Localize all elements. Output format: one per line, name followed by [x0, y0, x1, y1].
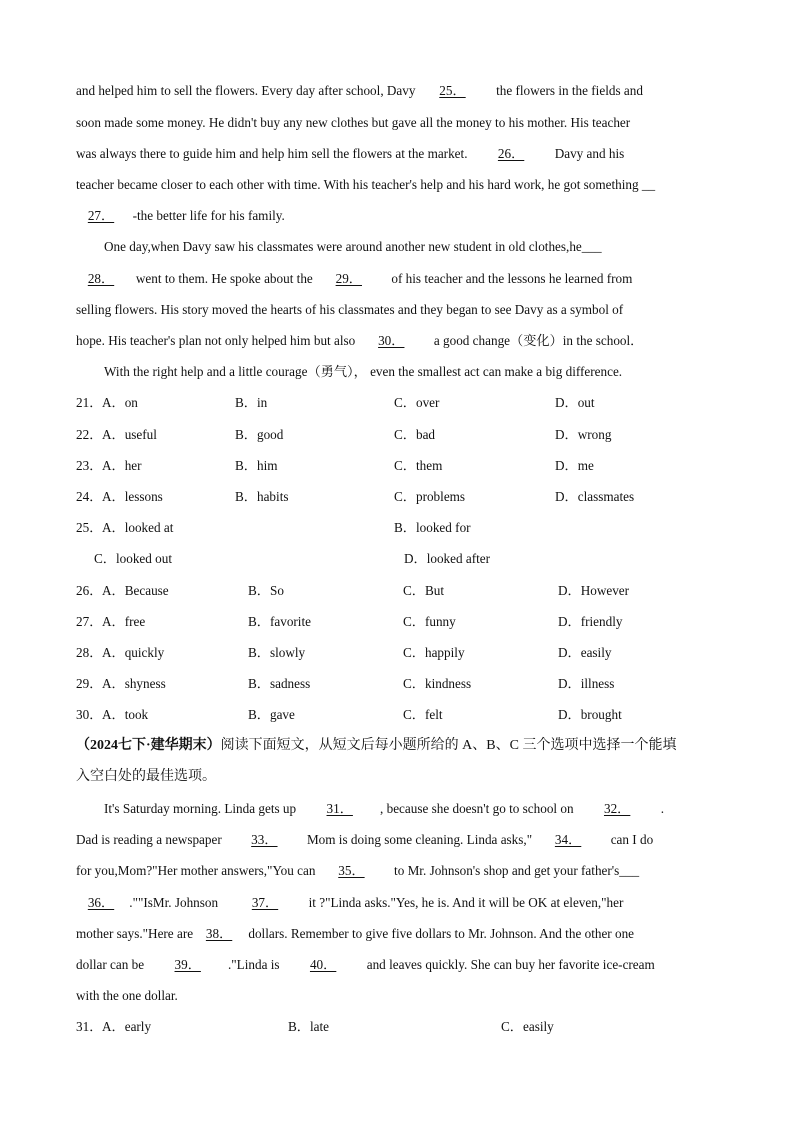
- blank-27[interactable]: 27．: [87, 208, 115, 223]
- text: It's Saturday morning. Linda gets up: [104, 801, 297, 816]
- text: , because she doesn't go to school on: [380, 801, 574, 816]
- text: went to them. He spoke about the: [135, 271, 313, 286]
- option-c[interactable]: C．them: [394, 458, 443, 473]
- passage1-line-4: [76, 176, 721, 194]
- option-c[interactable]: C．easily: [501, 1019, 554, 1034]
- option-c[interactable]: C．bad: [394, 427, 436, 442]
- passage2-line-7: with the one dollar.: [76, 988, 178, 1003]
- option-c[interactable]: C．felt: [403, 707, 443, 722]
- option-a[interactable]: A．her: [102, 458, 142, 473]
- blank-33[interactable]: 33．: [251, 832, 278, 847]
- blank-35[interactable]: 35．: [338, 863, 365, 878]
- passage2-line-3: [76, 862, 721, 880]
- option-d[interactable]: D．friendly: [558, 614, 623, 629]
- passage1-line-7: [76, 270, 721, 288]
- option-a[interactable]: A．Because: [102, 583, 169, 598]
- question-29: [76, 675, 721, 693]
- text: .: [660, 801, 665, 816]
- blank-31[interactable]: 31．: [326, 801, 353, 816]
- question-number: 21．: [76, 395, 103, 410]
- text: a good change（变化）in the school．: [433, 333, 644, 348]
- question-23: [76, 457, 721, 475]
- blank-36[interactable]: 36．: [87, 895, 115, 910]
- passage1-line-2: soon made some money. He didn't buy any new clothes but gave all the money to his mother. His teacher: [76, 115, 631, 130]
- text: dollars. Remember to give five dollars to Mr. Johnson. And the other one: [248, 926, 635, 941]
- text: it ?"Linda asks."Yes, he is. And it will be OK at eleven,"her: [308, 895, 624, 910]
- question-25-continued: [76, 550, 721, 568]
- blank-30[interactable]: 30．: [378, 333, 405, 348]
- text: dollar can be: [76, 957, 145, 972]
- option-d[interactable]: D．out: [555, 395, 595, 410]
- passage1-line-9: [76, 332, 721, 350]
- text: One day,when Davy saw his classmates were around another new student in old clothes,he: [104, 239, 582, 254]
- question-30: [76, 706, 721, 724]
- blank-underscore: ___: [619, 863, 640, 878]
- option-b[interactable]: B．slowly: [248, 645, 306, 660]
- question-number: 31．: [76, 1019, 103, 1034]
- question-number: 26．: [76, 583, 103, 598]
- option-b[interactable]: B．him: [235, 458, 278, 473]
- text: mother says."Here are: [76, 926, 194, 941]
- option-b[interactable]: B．favorite: [248, 614, 311, 629]
- blank-25[interactable]: 25．: [439, 83, 466, 98]
- passage2-line-1: [104, 800, 721, 818]
- question-28: [76, 644, 721, 662]
- question-31: [76, 1018, 721, 1036]
- passage1-line-3: [76, 145, 721, 163]
- option-c[interactable]: C．funny: [403, 614, 456, 629]
- option-b[interactable]: B．good: [235, 427, 284, 442]
- option-a[interactable]: A．free: [102, 614, 146, 629]
- question-number: 28．: [76, 645, 103, 660]
- text: the flowers in the fields and: [496, 83, 643, 98]
- option-c[interactable]: C．problems: [394, 489, 466, 504]
- option-a[interactable]: A．shyness: [102, 676, 166, 691]
- text: .""IsMr. Johnson: [129, 895, 219, 910]
- option-b[interactable]: B．looked for: [394, 520, 471, 535]
- question-21: [76, 394, 721, 412]
- option-c[interactable]: C．happily: [403, 645, 465, 660]
- blank-34[interactable]: 34．: [554, 832, 582, 847]
- option-b[interactable]: B．So: [248, 583, 284, 598]
- blank-28[interactable]: 28．: [87, 271, 115, 286]
- option-a[interactable]: A．quickly: [102, 645, 165, 660]
- text: hope. His teacher's plan not only helped him but also: [76, 333, 356, 348]
- question-25: [76, 519, 721, 537]
- option-c[interactable]: C．over: [394, 395, 440, 410]
- option-a[interactable]: A．early: [102, 1019, 152, 1034]
- text: Dad is reading a newspaper: [76, 832, 222, 847]
- question-24: [76, 488, 721, 506]
- text: ."Linda is: [228, 957, 280, 972]
- blank-39[interactable]: 39．: [174, 957, 201, 972]
- option-a[interactable]: A．took: [102, 707, 149, 722]
- blank-32[interactable]: 32．: [603, 801, 631, 816]
- blank-underscore: __: [641, 177, 656, 192]
- question-number: 29．: [76, 676, 103, 691]
- text: and helped him to sell the flowers. Every day after school, Davy: [76, 83, 416, 98]
- text: was always there to guide him and help him sell the flowers at the market.: [76, 146, 468, 161]
- text: of his teacher and the lessons he learned from: [391, 271, 633, 286]
- option-d[interactable]: D．brought: [558, 707, 622, 722]
- option-c[interactable]: C．looked out: [94, 551, 173, 566]
- section2-instruction-line-1: [76, 737, 721, 755]
- option-d[interactable]: D．easily: [558, 645, 612, 660]
- option-a[interactable]: A．on: [102, 395, 138, 410]
- option-b[interactable]: B．late: [288, 1019, 330, 1034]
- option-b[interactable]: B．gave: [248, 707, 295, 722]
- option-d[interactable]: D．wrong: [555, 427, 612, 442]
- passage1-line-10: With the right help and a little courage（勇气）， even the smallest act can make a big difference.: [104, 364, 623, 379]
- blank-26[interactable]: 26．: [497, 146, 525, 161]
- blank-38[interactable]: 38．: [205, 926, 233, 941]
- question-22: [76, 426, 721, 444]
- question-number: 23．: [76, 458, 103, 473]
- text: Davy and his: [554, 146, 625, 161]
- option-d[interactable]: D．me: [555, 458, 594, 473]
- section2-instruction-line-2: 入空白处的最佳选项。: [76, 769, 216, 784]
- text: -the better life for his family.: [132, 208, 285, 223]
- text: Mom is doing some cleaning. Linda asks,": [306, 832, 533, 847]
- passage2-line-6: [76, 956, 721, 974]
- passage2-line-4: [76, 894, 721, 912]
- blank-40[interactable]: 40．: [309, 957, 337, 972]
- option-b[interactable]: B．in: [235, 395, 268, 410]
- option-c[interactable]: C．But: [403, 583, 445, 598]
- question-number: 24．: [76, 489, 103, 504]
- option-c[interactable]: C．kindness: [403, 676, 472, 691]
- question-27: [76, 613, 721, 631]
- blank-underscore: ___: [581, 239, 602, 254]
- option-d[interactable]: D．illness: [558, 676, 615, 691]
- option-a[interactable]: A．looked at: [102, 520, 174, 535]
- text: can I do: [610, 832, 654, 847]
- passage1-line-8: selling flowers. His story moved the hearts of his classmates and they began to see Davy as a symbol of: [76, 302, 624, 317]
- passage2-line-5: [76, 925, 721, 943]
- passage1-line-6: [104, 238, 721, 256]
- instruction-text: 阅读下面短文，从短文后每小题所给的 A、B、C 三个选项中选择一个能填: [220, 738, 677, 753]
- source-label: （2024七下·建华期末）: [76, 738, 221, 753]
- text: for you,Mom?"Her mother answers,"You can: [76, 863, 316, 878]
- option-a[interactable]: A．lessons: [102, 489, 163, 504]
- blank-29[interactable]: 29．: [335, 271, 362, 286]
- option-b[interactable]: B．sadness: [248, 676, 311, 691]
- question-number: 30．: [76, 707, 103, 722]
- question-number: 22．: [76, 427, 103, 442]
- blank-37[interactable]: 37．: [251, 895, 279, 910]
- passage1-line-5: [76, 207, 721, 225]
- question-number: 27．: [76, 614, 103, 629]
- option-a[interactable]: A．useful: [102, 427, 157, 442]
- option-d[interactable]: D．However: [558, 583, 630, 598]
- text: to Mr. Johnson's shop and get your father's: [394, 863, 620, 878]
- text: teacher became closer to each other with time. With his teacher's help and his hard work, he got something: [76, 177, 639, 192]
- option-d[interactable]: D．classmates: [555, 489, 635, 504]
- question-number: 25．: [76, 520, 103, 535]
- passage2-line-2: [76, 831, 721, 849]
- passage1-line-1: [76, 82, 721, 100]
- option-d[interactable]: D．looked after: [404, 551, 491, 566]
- text: and leaves quickly. She can buy her favorite ice-cream: [366, 957, 655, 972]
- question-26: [76, 582, 721, 600]
- option-b[interactable]: B．habits: [235, 489, 289, 504]
